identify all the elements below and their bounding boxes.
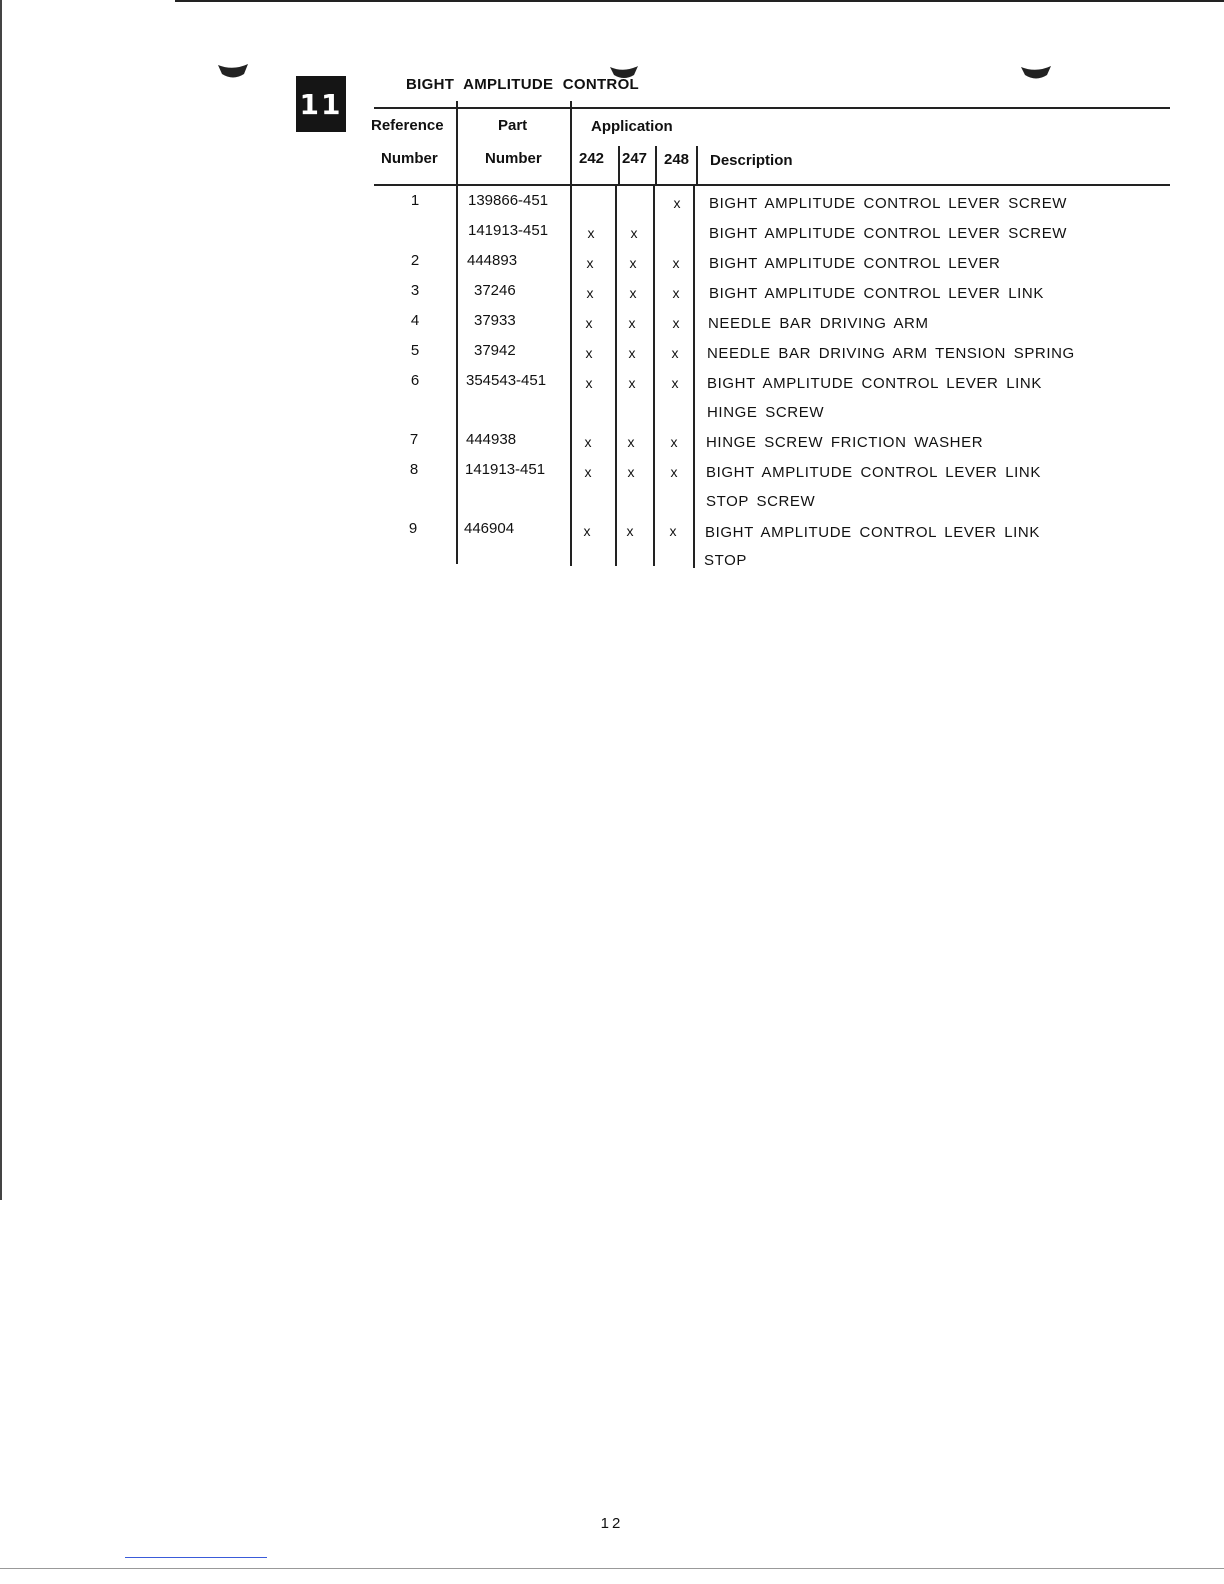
table-cell-part: 139866-451	[468, 192, 549, 209]
table-cell-description: NEEDLE BAR DRIVING ARM TENSION SPRING	[707, 345, 1075, 362]
table-cell-description: BIGHT AMPLITUDE CONTROL LEVER LINK	[705, 524, 1040, 541]
table-cell-ref: 2	[410, 252, 420, 269]
column-divider	[655, 146, 657, 186]
header-reference: Reference	[371, 117, 444, 134]
table-cell-part: 446904	[464, 520, 515, 537]
table-cell-description: BIGHT AMPLITUDE CONTROL LEVER	[709, 255, 1001, 272]
table-cell-248: x	[672, 315, 680, 331]
table-cell-248: x	[670, 464, 678, 480]
table-cell-part: 354543-451	[466, 372, 547, 389]
table-cell-ref: 8	[409, 461, 419, 478]
table-cell-description: HINGE SCREW FRICTION WASHER	[706, 434, 984, 451]
table-cell-ref: 3	[410, 282, 420, 299]
table-header-rule	[374, 184, 1170, 186]
header-application: Application	[591, 118, 673, 135]
table-cell-ref: 7	[409, 431, 419, 448]
table-cell-247: x	[630, 225, 638, 241]
table-cell-242: x	[584, 434, 592, 450]
table-cell-248: x	[671, 375, 679, 391]
table-cell-part: 37246	[474, 282, 516, 299]
punch-hole-icon	[1020, 63, 1052, 81]
bottom-accent-line	[125, 1557, 267, 1558]
header-model-247: 247	[622, 150, 648, 167]
table-cell-242: x	[586, 285, 594, 301]
column-divider	[693, 186, 695, 568]
table-cell-part: 141913-451	[468, 222, 549, 239]
table-cell-part: 444893	[467, 252, 518, 269]
header-part: Part	[498, 117, 528, 134]
punch-hole-icon	[217, 62, 249, 80]
top-border-line	[175, 0, 1224, 2]
table-cell-description-cont: HINGE SCREW	[707, 404, 825, 421]
table-cell-description: BIGHT AMPLITUDE CONTROL LEVER LINK	[706, 464, 1041, 481]
table-cell-247: x	[629, 285, 637, 301]
table-cell-242: x	[583, 523, 591, 539]
table-cell-part: 37942	[474, 342, 516, 359]
bottom-border-line	[0, 1568, 1224, 1569]
table-cell-part: 444938	[466, 431, 517, 448]
table-cell-description-cont: STOP	[704, 552, 747, 569]
table-cell-247: x	[628, 345, 636, 361]
table-cell-242: x	[585, 375, 593, 391]
table-cell-ref: 9	[408, 520, 418, 537]
table-cell-248: x	[673, 195, 681, 211]
page-title: BIGHT AMPLITUDE CONTROL	[406, 76, 639, 93]
column-divider	[456, 101, 458, 186]
table-cell-description: BIGHT AMPLITUDE CONTROL LEVER SCREW	[709, 225, 1068, 242]
table-cell-247: x	[628, 315, 636, 331]
page-number: 12	[600, 1515, 624, 1532]
column-divider	[456, 186, 458, 564]
header-reference-number: Number	[381, 150, 438, 167]
table-cell-248: x	[670, 434, 678, 450]
table-cell-ref: 6	[410, 372, 420, 389]
table-cell-242: x	[585, 315, 593, 331]
table-cell-242: x	[585, 345, 593, 361]
table-cell-description-cont: STOP SCREW	[706, 493, 816, 510]
table-cell-247: x	[628, 375, 636, 391]
table-cell-248: x	[672, 255, 680, 271]
column-divider	[615, 186, 617, 566]
table-cell-247: x	[626, 523, 634, 539]
table-cell-242: x	[584, 464, 592, 480]
section-number-badge: 11	[296, 76, 346, 132]
header-description: Description	[710, 152, 793, 169]
column-divider	[570, 101, 572, 186]
table-cell-description: BIGHT AMPLITUDE CONTROL LEVER SCREW	[709, 195, 1068, 212]
table-cell-248: x	[671, 345, 679, 361]
table-cell-247: x	[629, 255, 637, 271]
table-cell-part: 141913-451	[465, 461, 546, 478]
table-cell-248: x	[669, 523, 677, 539]
table-cell-ref: 4	[410, 312, 420, 329]
table-cell-part: 37933	[474, 312, 516, 329]
table-cell-ref: 1	[410, 192, 420, 209]
column-divider	[696, 146, 698, 186]
table-top-rule	[374, 107, 1170, 109]
table-cell-description: BIGHT AMPLITUDE CONTROL LEVER LINK	[709, 285, 1044, 302]
header-part-number: Number	[485, 150, 542, 167]
column-divider	[618, 146, 620, 186]
table-cell-242: x	[586, 255, 594, 271]
left-border-line	[0, 0, 2, 1200]
table-cell-ref: 5	[410, 342, 420, 359]
table-cell-248: x	[672, 285, 680, 301]
header-model-242: 242	[579, 150, 605, 167]
column-divider	[653, 186, 655, 566]
table-cell-description: BIGHT AMPLITUDE CONTROL LEVER LINK	[707, 375, 1042, 392]
table-cell-247: x	[627, 464, 635, 480]
table-cell-247: x	[627, 434, 635, 450]
column-divider	[570, 186, 572, 566]
table-cell-description: NEEDLE BAR DRIVING ARM	[708, 315, 929, 332]
table-cell-242: x	[587, 225, 595, 241]
header-model-248: 248	[664, 151, 690, 168]
